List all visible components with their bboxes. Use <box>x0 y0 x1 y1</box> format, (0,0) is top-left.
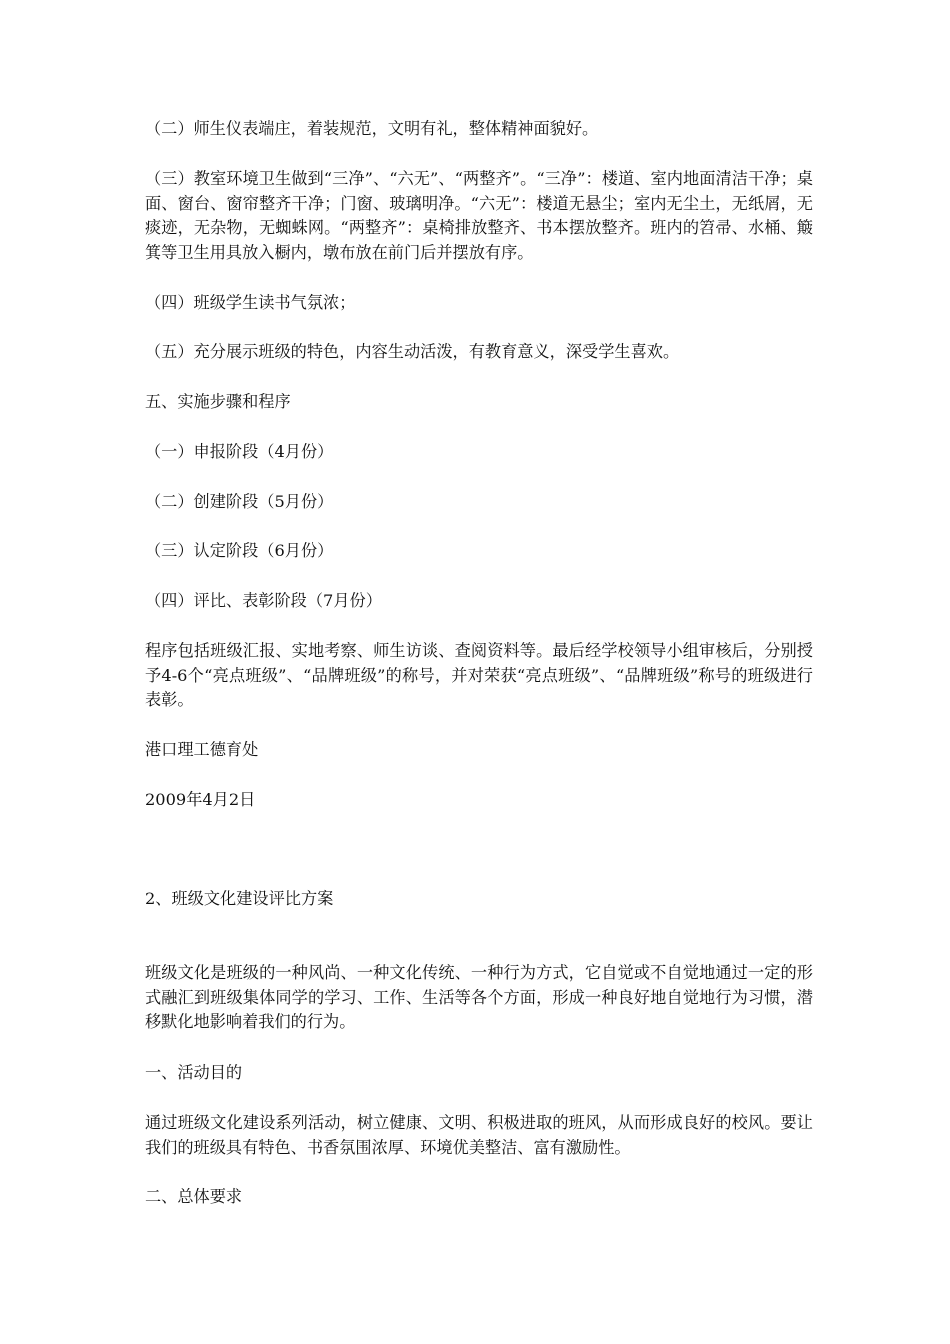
signature-department: 港口理工德育处 <box>145 740 259 759</box>
section-heading-purpose: 一、活动目的 <box>145 1063 243 1082</box>
signature-date: 2009年4月2日 <box>145 790 256 809</box>
step-evaluation: （四）评比、表彰阶段（7月份） <box>145 591 382 610</box>
paragraph-reading-atmosphere: （四）班级学生读书气氛浓； <box>145 293 356 312</box>
paragraph-classroom-hygiene: （三）教室环境卫生做到“三净”、“六无”、“两整齐”。“三净”：楼道、室内地面清洁干净；桌面、窗台、窗帘整齐干净；门窗、玻璃明净。“六无”：楼道无悬尘；室内无尘土，无纸屑，无痰迹，无杂物，无蜘蛛网。“两整齐”：桌椅排放整齐、书本摆放整齐。班内的笤帚、水桶、簸箕等卫生用具放入橱内，墩布放在前门后并摆放有序。 <box>145 169 813 262</box>
section-heading-steps: 五、实施步骤和程序 <box>145 392 291 411</box>
section-title-class-culture: 2、班级文化建设评比方案 <box>145 889 334 908</box>
paragraph-class-features: （五）充分展示班级的特色，内容生动活泼，有教育意义，深受学生喜欢。 <box>145 342 680 361</box>
step-creation: （二）创建阶段（5月份） <box>145 492 334 511</box>
paragraph-purpose: 通过班级文化建设系列活动，树立健康、文明、积极进取的班风，从而形成良好的校风。要让我们的班级具有特色、书香氛围浓厚、环境优美整洁、富有激励性。 <box>145 1113 813 1157</box>
section-heading-requirements: 二、总体要求 <box>145 1187 243 1206</box>
paragraph-class-culture-intro: 班级文化是班级的一种风尚、一种文化传统、一种行为方式，它自觉或不自觉地通过一定的形式融汇到班级集体同学的学习、工作、生活等各个方面，形成一种良好地自觉地行为习惯，潜移默化地影响着我们的行为。 <box>145 963 813 1031</box>
paragraph-teacher-student-appearance: （二）师生仪表端庄，着装规范，文明有礼，整体精神面貌好。 <box>145 119 599 138</box>
step-recognition: （三）认定阶段（6月份） <box>145 541 334 560</box>
step-application: （一）申报阶段（4月份） <box>145 442 334 461</box>
paragraph-procedure: 程序包括班级汇报、实地考察、师生访谈、查阅资料等。最后经学校领导小组审核后，分别授予4-6个“亮点班级”、“品牌班级”的称号，并对荣获“亮点班级”、“品牌班级”称号的班级进行表彰。 <box>145 641 813 709</box>
